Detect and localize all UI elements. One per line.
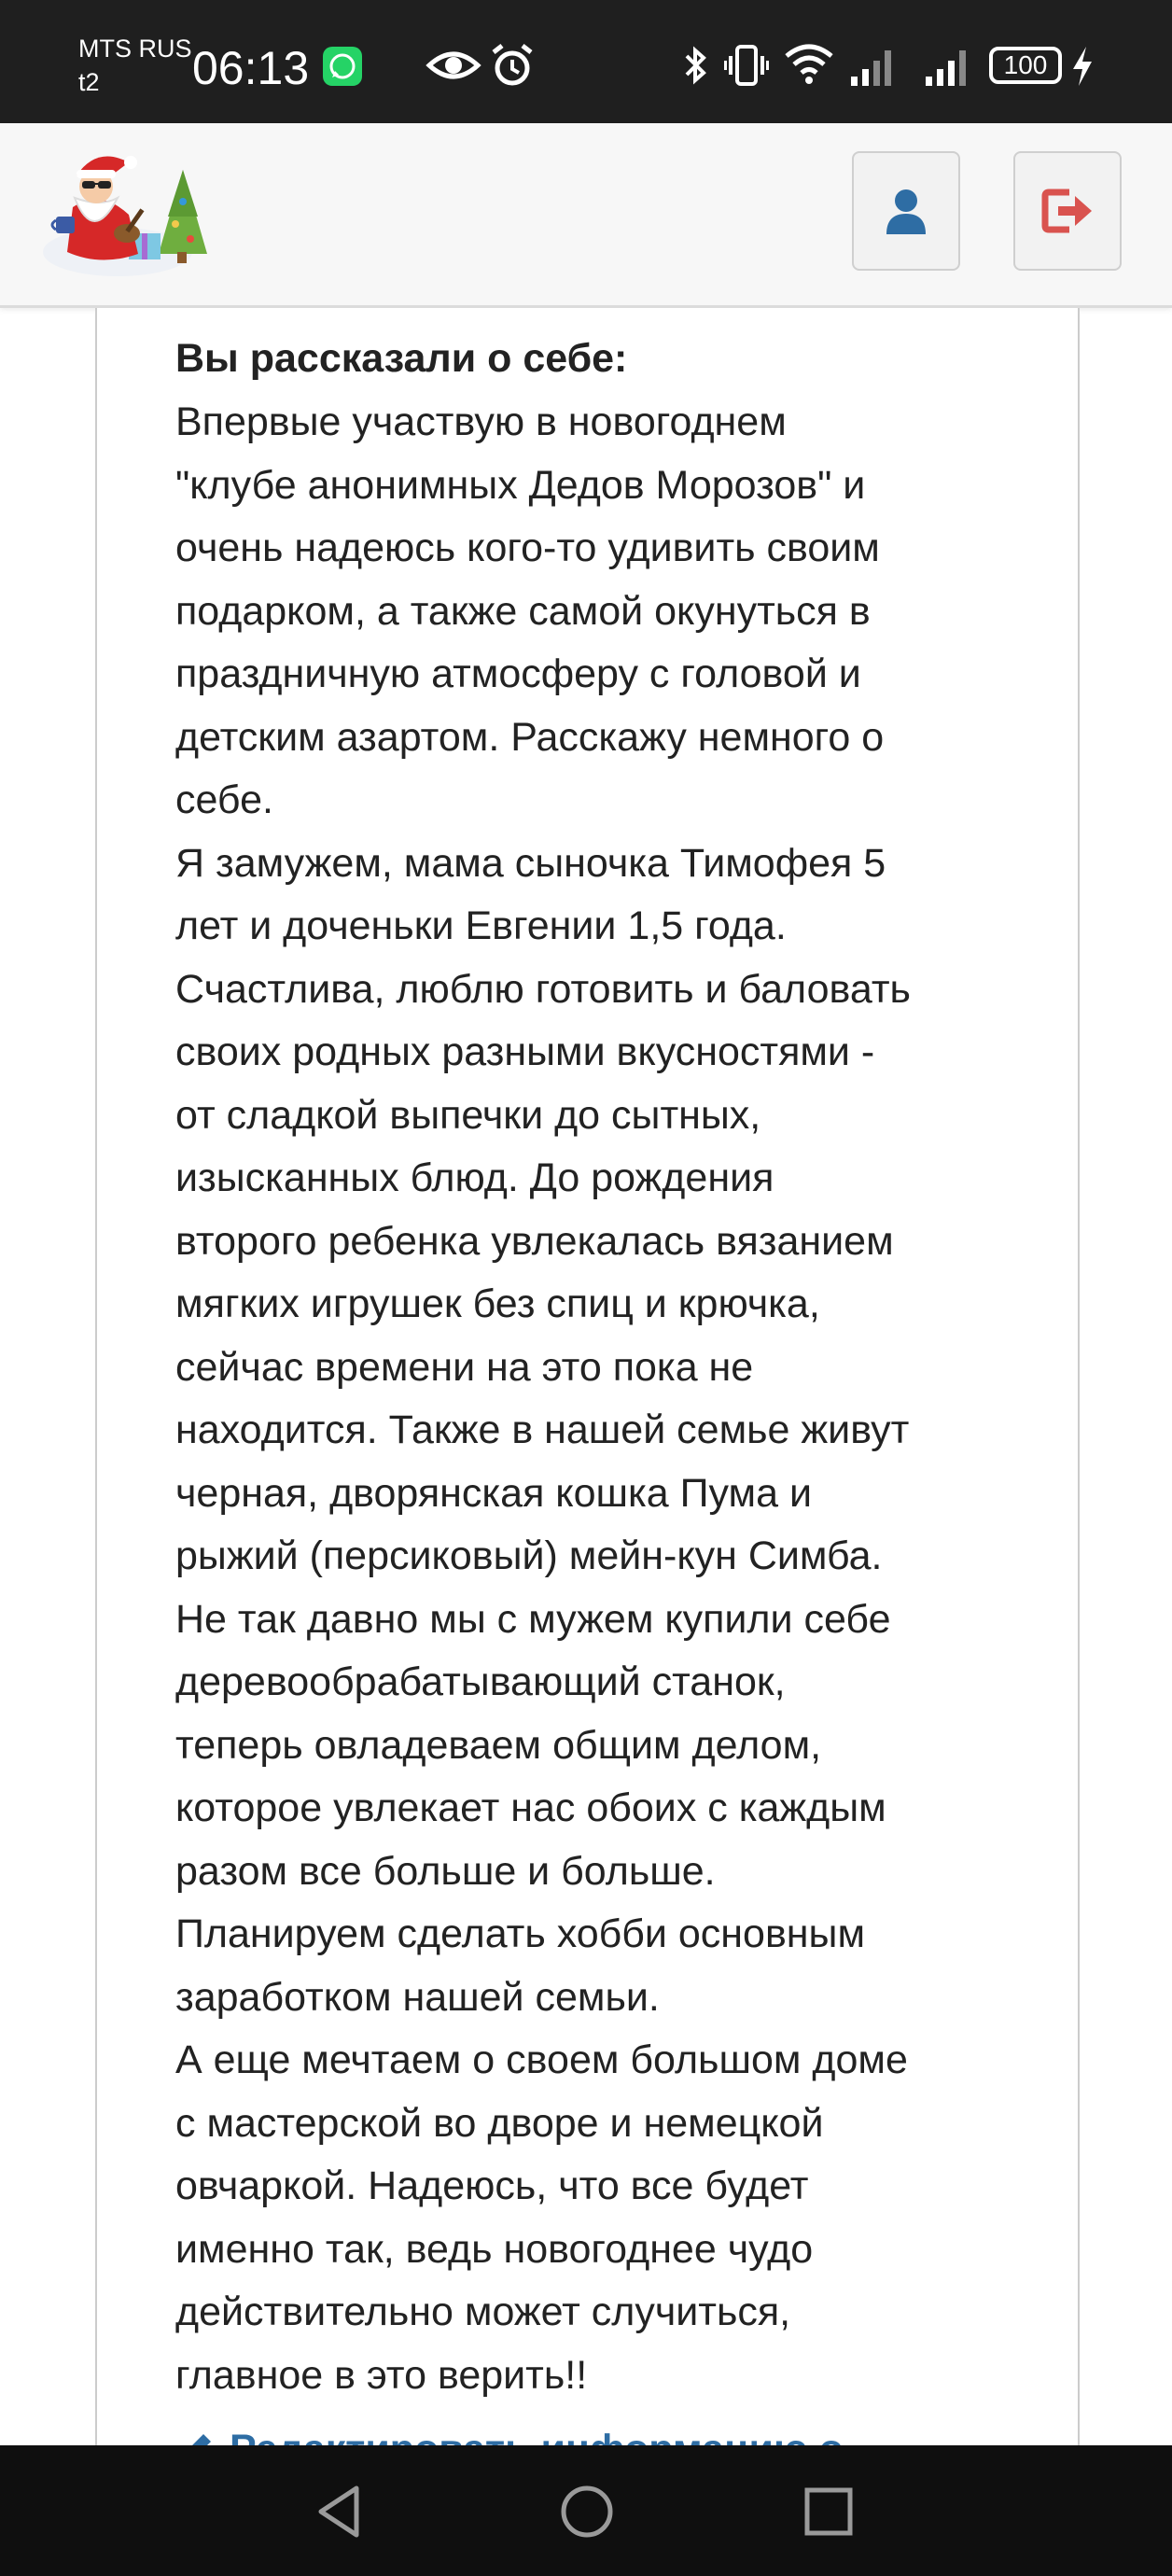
about-text-line: лет и доченьки Евгении 1,5 года. — [175, 903, 787, 948]
bluetooth-icon — [683, 43, 709, 88]
about-text-line: сейчас времени на это пока не — [175, 1344, 754, 1390]
signal-icon — [924, 45, 974, 86]
about-text-line: разом все больше и больше. — [175, 1848, 716, 1894]
about-text-line: А еще мечтаем о своем большом доме — [175, 2037, 908, 2082]
alarm-icon — [491, 43, 534, 88]
logout-button[interactable] — [1013, 151, 1122, 271]
santa-claus-logo[interactable] — [35, 142, 213, 282]
eye-icon — [426, 47, 481, 84]
about-text-line: Не так давно мы с мужем купили себе — [175, 1596, 891, 1642]
about-text-line: от сладкой выпечки до сытных, — [175, 1092, 761, 1138]
about-text-line: действительно может случиться, — [175, 2289, 791, 2334]
battery-icon — [989, 47, 1062, 84]
back-icon[interactable] — [308, 2479, 373, 2544]
about-text-line: заработком нашей семьи. — [175, 1974, 660, 2020]
carrier-name: MTS RUS — [78, 35, 192, 63]
vibrate-icon — [724, 43, 769, 88]
about-text-line: черная, дворянская кошка Пума и — [175, 1470, 812, 1516]
about-text-line: своих родных разными вкусностями - — [175, 1029, 875, 1074]
whatsapp-icon — [323, 47, 362, 86]
user-icon — [885, 188, 928, 234]
carrier-label — [78, 32, 192, 99]
signal-icon — [849, 45, 900, 86]
logout-icon — [1041, 189, 1094, 233]
about-text-line: подарком, а также самой окунуться в — [175, 588, 871, 634]
about-text-line: Планируем сделать хобби основным — [175, 1911, 866, 1956]
about-text-line: второго ребенка увлекалась вязанием — [175, 1218, 894, 1264]
navigation-bar — [0, 2445, 1172, 2576]
about-text-line: "клубе анонимных Дедов Морозов" и — [175, 462, 866, 508]
about-text-line: которое увлекает нас обоих с каждым — [175, 1785, 886, 1830]
about-text-line: Счастлива, люблю готовить и баловать — [175, 966, 911, 1012]
about-text-line: праздничную атмосферу с головой и — [175, 651, 861, 696]
charging-icon — [1069, 45, 1095, 88]
status-bar — [0, 0, 1172, 123]
wifi-icon — [784, 43, 834, 84]
about-text-line: овчаркой. Надеюсь, что все будет — [175, 2163, 809, 2208]
about-text-line: рыжий (персиковый) мейн-кун Симба. — [175, 1533, 883, 1578]
about-text-line: с мастерской во дворе и немецкой — [175, 2100, 824, 2146]
about-text-line: мягких игрушек без спиц и крючка, — [175, 1281, 820, 1326]
recents-icon[interactable] — [796, 2479, 861, 2544]
status-time: 06:13 — [192, 42, 310, 94]
about-text — [175, 391, 1015, 2407]
about-text-line: изысканных блюд. До рождения — [175, 1155, 774, 1200]
home-icon[interactable] — [554, 2479, 620, 2544]
about-text-line: себе. — [175, 777, 273, 822]
about-text-line: именно так, ведь новогоднее чудо — [175, 2226, 814, 2272]
battery-level: 100 — [1003, 50, 1048, 79]
about-text-line: деревообрабатывающий станок, — [175, 1659, 786, 1704]
profile-button[interactable] — [852, 151, 960, 271]
about-text-line: детским азартом. Расскажу немного о — [175, 714, 885, 760]
carrier-secondary: t2 — [78, 68, 100, 96]
about-text-line: теперь овладеваем общим делом, — [175, 1722, 822, 1768]
about-text-line: главное в это верить!! — [175, 2352, 588, 2398]
about-heading: Вы рассказали о себе: — [175, 336, 628, 381]
app-header — [0, 123, 1172, 308]
about-text-line: Впервые участвую в новогоднем — [175, 399, 787, 444]
about-text-line: находится. Также в нашей семье живут — [175, 1407, 910, 1452]
about-text-line: очень надеюсь кого-то удивить своим — [175, 525, 880, 570]
about-text-line: Я замужем, мама сыночка Тимофея 5 — [175, 840, 886, 886]
